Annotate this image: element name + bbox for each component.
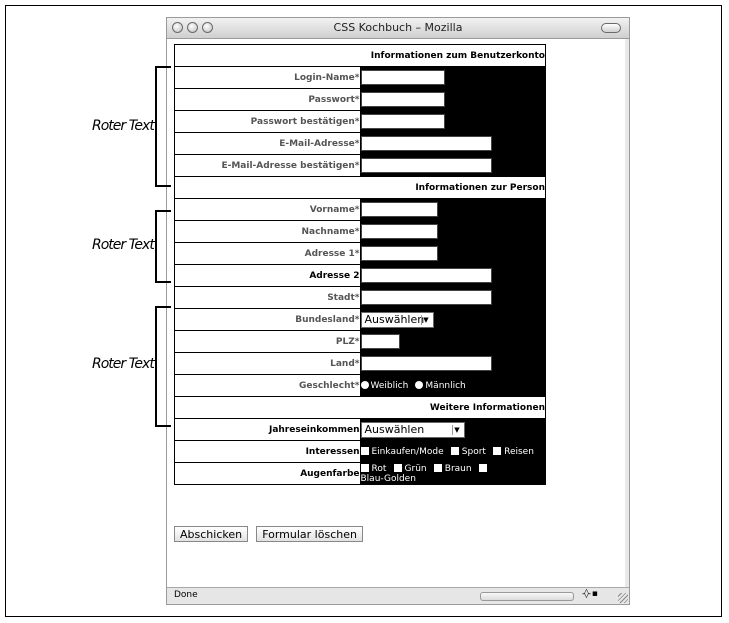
form-buttons (174, 523, 366, 542)
eye-red-checkbox[interactable] (361, 464, 369, 472)
gender-female-radio[interactable] (361, 381, 369, 389)
progress-bar (480, 592, 574, 601)
label-password: Passwort* (175, 89, 361, 111)
label-city: Stadt* (175, 287, 361, 309)
annotation-label-person: Roter Text (92, 237, 154, 253)
city-input[interactable] (361, 290, 492, 305)
label-country: Land* (175, 353, 361, 375)
toolbar-toggle-icon[interactable] (601, 23, 621, 33)
income-select-value: Auswählen (364, 422, 425, 436)
password-input[interactable] (361, 92, 445, 107)
eye-green-checkbox[interactable] (394, 464, 402, 472)
annotation-label-account: Roter Text (92, 118, 154, 134)
resize-grip-icon[interactable] (618, 593, 628, 603)
label-gender: Geschlecht* (175, 375, 361, 397)
title-bar (167, 18, 629, 39)
firstname-input[interactable] (361, 202, 438, 217)
status-text: Done (174, 590, 198, 600)
label-login: Login-Name* (175, 67, 361, 89)
interest-shopping-checkbox[interactable] (361, 447, 369, 455)
label-address1: Adresse 1* (175, 243, 361, 265)
label-eyecolor: Augenfarbe (175, 463, 361, 485)
interest-sport-checkbox[interactable] (451, 447, 459, 455)
interest-shopping-label: Einkaufen/Mode (371, 446, 444, 457)
gender-male-radio[interactable] (415, 381, 423, 389)
interest-sport-label: Sport (461, 446, 486, 457)
label-password-confirm: Passwort bestätigen* (175, 111, 361, 133)
label-email: E-Mail-Adresse* (175, 133, 361, 155)
eye-bluegold-label: Blau-Golden (360, 473, 416, 484)
label-firstname: Vorname* (175, 199, 361, 221)
eye-red-label: Rot (371, 463, 387, 474)
reset-button[interactable]: Formular löschen (256, 526, 363, 542)
gender-male-label: Männlich (425, 380, 466, 391)
connection-icon: -◊- ▪ (582, 589, 597, 599)
chevron-down-icon: ▼ (421, 315, 431, 325)
label-interests: Interessen (175, 441, 361, 463)
annotation-brace-location (155, 306, 171, 427)
label-lastname: Nachname* (175, 221, 361, 243)
eye-green-label: Grün (404, 463, 427, 474)
income-select[interactable] (361, 422, 465, 438)
annotation-label-location: Roter Text (92, 356, 154, 372)
eye-brown-label: Braun (444, 463, 472, 474)
label-income: Jahreseinkommen (175, 419, 361, 441)
gender-female-label: Weiblich (370, 380, 409, 391)
vertical-scrollbar[interactable] (625, 39, 629, 589)
address2-input[interactable] (361, 268, 492, 283)
section-header-person: Informationen zur Person (175, 177, 546, 199)
eye-bluegold-checkbox[interactable] (479, 464, 487, 472)
window-title: CSS Kochbuch – Mozilla (333, 21, 463, 34)
email-confirm-input[interactable] (361, 158, 492, 173)
password-confirm-input[interactable] (361, 114, 445, 129)
country-input[interactable] (361, 356, 492, 371)
zip-input[interactable] (361, 334, 400, 349)
label-state: Bundesland* (175, 309, 361, 331)
login-input[interactable] (361, 70, 445, 85)
registration-form (174, 44, 546, 485)
lastname-input[interactable] (361, 224, 438, 239)
chevron-down-icon: ▼ (452, 425, 462, 435)
interest-travel-label: Reisen (504, 446, 534, 457)
label-zip: PLZ* (175, 331, 361, 353)
annotation-brace-person (155, 210, 171, 283)
annotation-brace-account (155, 66, 171, 187)
label-email-confirm: E-Mail-Adresse bestätigen* (175, 155, 361, 177)
label-address2: Adresse 2 (175, 265, 361, 287)
state-select-value: Auswählen (364, 312, 425, 326)
section-header-more: Weitere Informationen (175, 397, 546, 419)
email-input[interactable] (361, 136, 492, 151)
status-bar (167, 587, 629, 604)
submit-button[interactable]: Abschicken (174, 526, 248, 542)
interest-travel-checkbox[interactable] (493, 447, 501, 455)
eye-brown-checkbox[interactable] (434, 464, 442, 472)
state-select[interactable] (361, 312, 434, 328)
address1-input[interactable] (361, 246, 438, 261)
section-header-account: Informationen zum Benutzerkonto (175, 45, 546, 67)
